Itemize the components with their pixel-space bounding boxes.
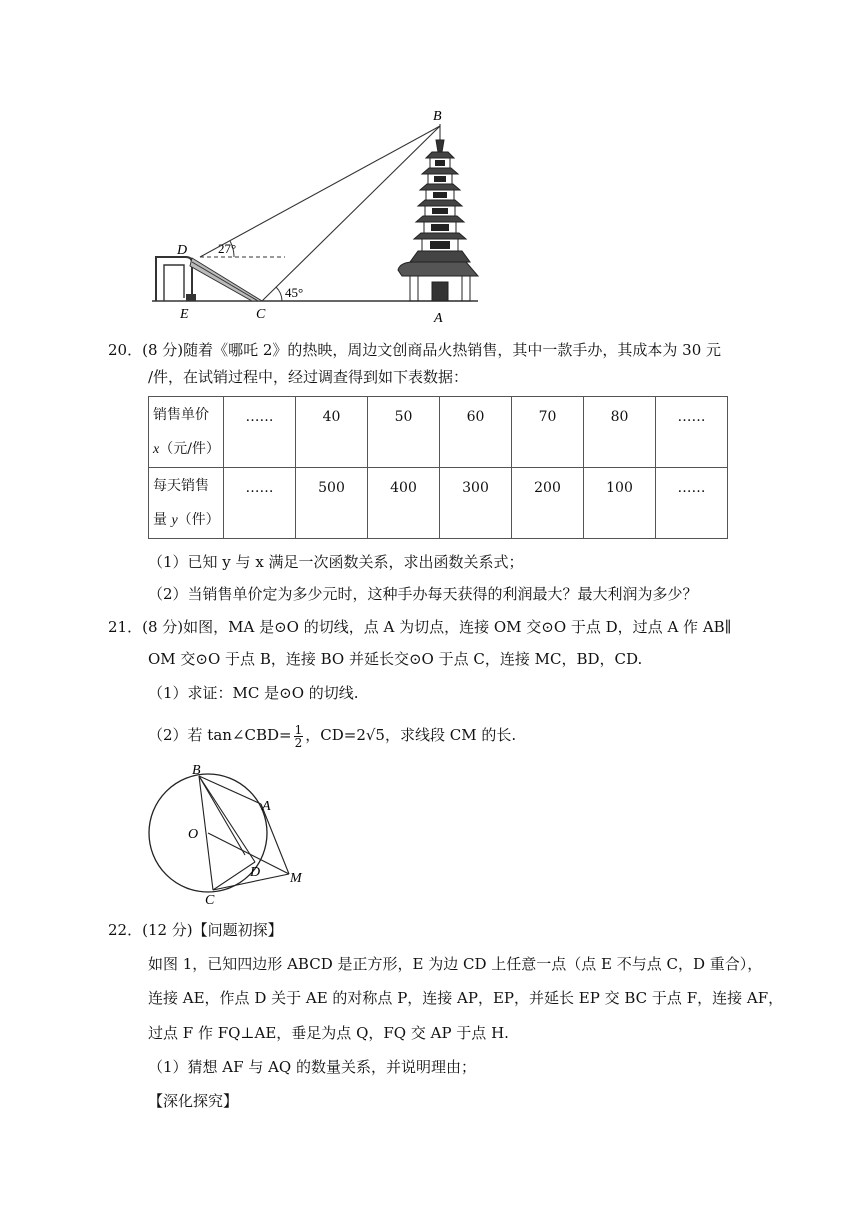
fraction-half <box>294 724 304 749</box>
sales-unit: （件） <box>177 511 220 528</box>
q21-sub2 <box>148 720 516 750</box>
q20-line1: 20．(8 分)随着《哪吒 2》的热映，周边文创商品火热销售，其中一款手办，其成本为 30 元 <box>108 341 722 359</box>
q20-sub2: （2）当销售单价定为多少元时，这种手办每天获得的利润最大？最大利润为多少？ <box>148 585 698 603</box>
label-b: B <box>433 109 442 124</box>
q22-section: 【深化探究】 <box>148 1092 239 1110</box>
fig-label-c: C <box>205 893 215 908</box>
angle-45: 45° <box>285 285 304 300</box>
q22-sub1: （1）猜想 AF 与 AQ 的数量关系，并说明理由； <box>148 1058 476 1076</box>
x-cell-4: 70 <box>512 397 584 468</box>
fig-label-o: O <box>188 827 199 842</box>
row-label-sales <box>149 468 224 539</box>
y-cell-3: 300 <box>440 468 512 539</box>
price-sales-table <box>148 396 728 539</box>
q21-sub1: （1）求证：MC 是⊙O 的切线. <box>148 684 359 702</box>
y-cell-0: …… <box>224 468 296 539</box>
price-label-a: 销售单价 <box>153 406 209 423</box>
price-unit: （元/件） <box>159 440 220 457</box>
q20-line2: /件，在试销过程中，经过调查得到如下表数据： <box>148 368 469 386</box>
fig-label-b: B <box>192 763 201 778</box>
table-row <box>149 468 728 539</box>
x-cell-0: …… <box>224 397 296 468</box>
q21-sub2-post: ，CD=2√5，求线段 CM 的长. <box>305 726 517 744</box>
table-row <box>149 397 728 468</box>
y-cell-4: 200 <box>512 468 584 539</box>
label-e: E <box>180 307 189 322</box>
q21-line2: OM 交⊙O 于点 B，连接 BO 并延长交⊙O 于点 C，连接 MC，BD，CD. <box>148 650 643 668</box>
fraction-den: 2 <box>294 735 303 750</box>
q20-sub1: （1）已知 y 与 x 满足一次函数关系，求出函数关系式； <box>148 553 524 571</box>
q22-line4: 过点 F 作 FQ⊥AE，垂足为点 Q，FQ 交 AP 于点 H. <box>148 1024 509 1042</box>
angle-27: 27° <box>218 241 237 256</box>
x-cell-1: 40 <box>296 397 368 468</box>
q21-sub2-pre: （2）若 tan∠CBD= <box>148 726 292 744</box>
fig-label-a: A <box>262 799 271 814</box>
q22-line2: 如图 1，已知四边形 ABCD 是正方形，E 为边 CD 上任意一点（点 E 不与点 C，D 重合）， <box>148 955 763 973</box>
fig-label-m: M <box>290 871 302 886</box>
x-cell-5: 80 <box>584 397 656 468</box>
sales-label-pre: 量 <box>153 511 172 528</box>
label-a: A <box>434 311 443 326</box>
label-d: D <box>177 243 188 258</box>
y-cell-6: …… <box>656 468 728 539</box>
x-cell-3: 60 <box>440 397 512 468</box>
sales-label-a: 每天销售 <box>153 477 209 494</box>
x-cell-2: 50 <box>368 397 440 468</box>
y-cell-1: 500 <box>296 468 368 539</box>
q22-line3: 连接 AE，作点 D 关于 AE 的对称点 P，连接 AP，EP，并延长 EP 交 BC 于点 F，连接 AF， <box>148 989 784 1007</box>
q22-line1: 22．(12 分)【问题初探】 <box>108 921 283 939</box>
label-c: C <box>256 307 266 322</box>
q21-line1: 21．(8 分)如图，MA 是⊙O 的切线，点 A 为切点，连接 OM 交⊙O 于点 D，过点 A 作 AB∥ <box>108 618 732 636</box>
fraction-num: 1 <box>294 722 303 737</box>
row-label-price <box>149 397 224 468</box>
circle-figure <box>140 760 320 908</box>
price-var: x <box>153 441 160 457</box>
pagoda-figure <box>148 104 488 326</box>
y-cell-2: 400 <box>368 468 440 539</box>
x-cell-6: …… <box>656 397 728 468</box>
y-cell-5: 100 <box>584 468 656 539</box>
sales-var: y <box>171 512 178 528</box>
fig-label-d: D <box>250 865 261 880</box>
